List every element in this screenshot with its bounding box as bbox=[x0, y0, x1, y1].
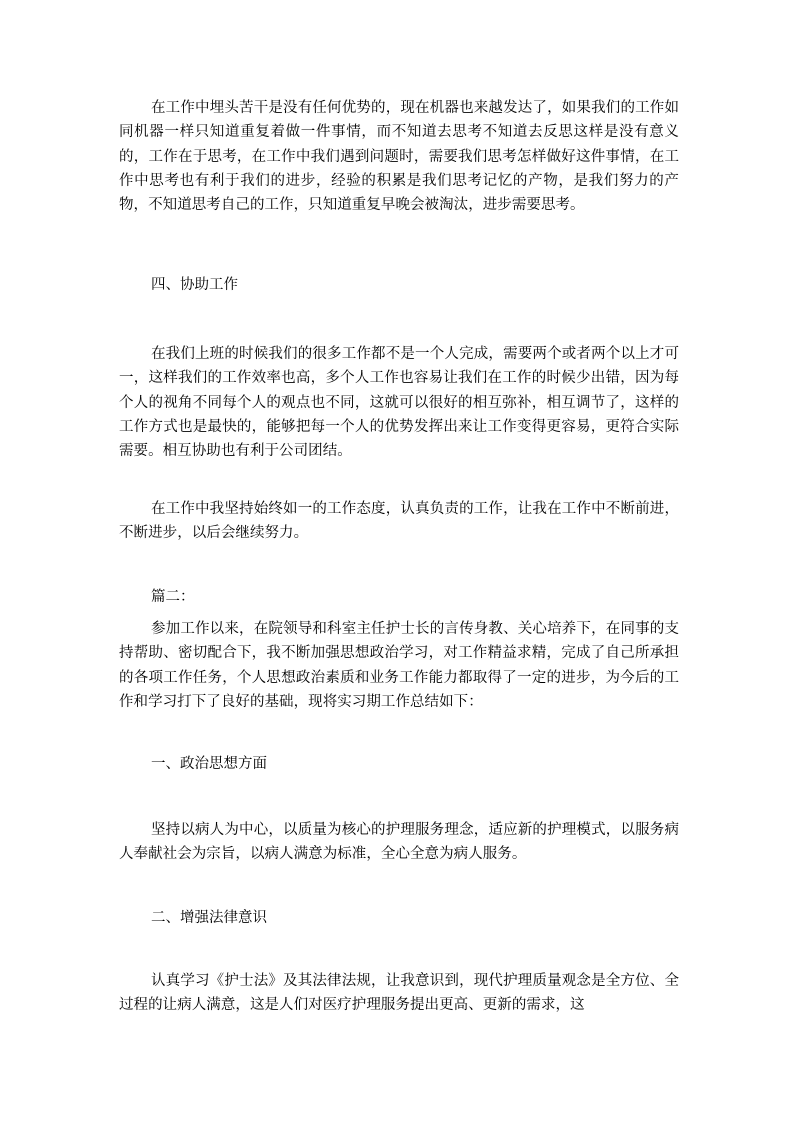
paragraph-work-thinking: 在工作中埋头苦干是没有任何优势的，现在机器也来越发达了，如果我们的工作如同机器一样只知道重复着做一件事情，而不知道去思考不知道去反思这样是没有意义的，工作在于思考，在工作中我们遇到问题时，需要我们思考怎样做好这件事情，在工作中思考也有利于我们的进步，经验的积累是我们思考记忆的产物，是我们努力的产物，不知道思考自己的工作，只知道重复早晚会被淘汰，进步需要思考。 bbox=[119, 100, 679, 214]
paragraph-intro-part-two: 参加工作以来，在院领导和科室主任护士长的言传身教、关心培养下，在同事的支持帮助、密切配合下，我不断加强思想政治学习，对工作精益求精，完成了自己所承担的各项工作任务，个人思想政治素质和业务工作能力都取得了一定的进步，为今后的工作和学习打下了良好的基础，现将实习期工作总结如下： bbox=[119, 621, 679, 710]
section-heading-cooperation: 四、协助工作 bbox=[151, 277, 238, 293]
section-heading-part-two: 篇二： bbox=[151, 589, 195, 605]
section-heading-law: 二、增强法律意识 bbox=[151, 910, 267, 926]
paragraph-law: 认真学习《护士法》及其法律法规，让我意识到，现代护理质量观念是全方位、全过程的让病人满意，这是人们对医疗护理服务提出更高、更新的需求，这 bbox=[119, 973, 679, 1014]
paragraph-politics: 坚持以病人为中心，以质量为核心的护理服务理念，适应新的护理模式，以服务病人奉献社会为宗旨，以病人满意为标准，全心全意为病人服务。 bbox=[119, 822, 679, 863]
paragraph-cooperation: 在我们上班的时候我们的很多工作都不是一个人完成，需要两个或者两个以上才可一，这样我们的工作效率也高，多个人工作也容易让我们在工作的时候少出错，因为每个人的视角不同每个人的观点也不同，这就可以很好的相互弥补，相互调节了，这样的工作方式也是最快的，能够把每一个人的优势发挥出来让工作变得更容易，更符合实际需要。相互协助也有利于公司团结。 bbox=[119, 346, 679, 460]
section-heading-politics: 一、政治思想方面 bbox=[151, 756, 267, 772]
paragraph-attitude: 在工作中我坚持始终如一的工作态度，认真负责的工作，让我在工作中不断前进，不断进步，以后会继续努力。 bbox=[119, 501, 679, 542]
